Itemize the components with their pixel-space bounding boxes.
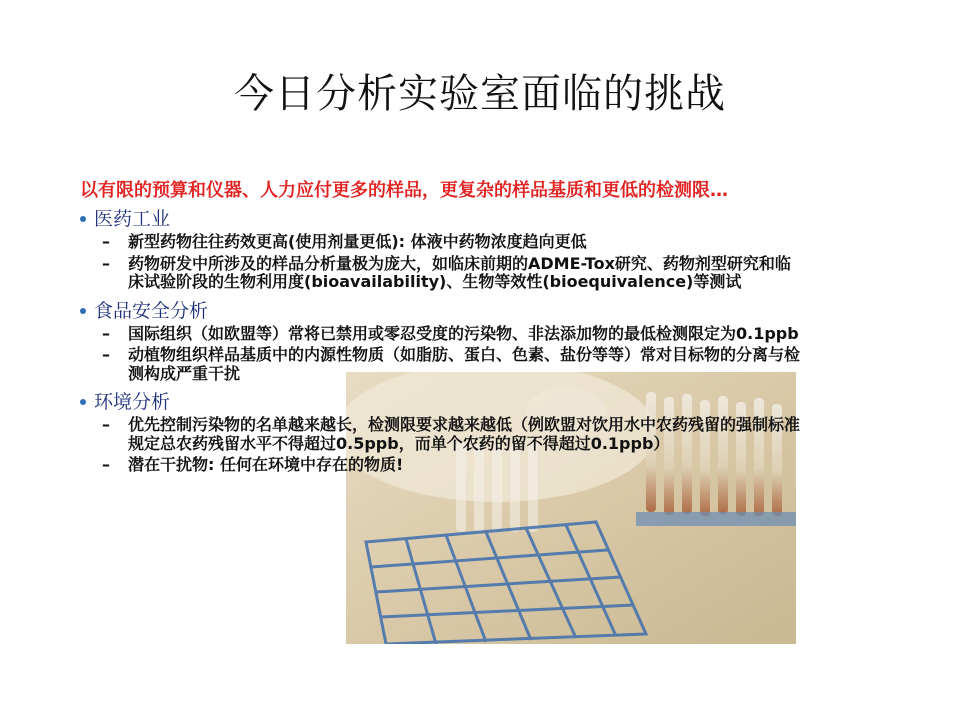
dash-icon: – — [102, 253, 110, 273]
list-item — [102, 233, 800, 252]
list-item-text: 药物研发中所涉及的样品分析量极为庞大，如临床前期的ADME-Tox研究、药物剂型研究和临床试验阶段的生物利用度(bioavailability)、生物等效性(bioequivalence)等测试 — [128, 253, 791, 291]
section-heading-text: 环境分析 — [94, 391, 171, 413]
dash-icon: – — [102, 232, 110, 251]
section-heading — [80, 390, 800, 414]
intro-text: 以有限的预算和仪器、人力应付更多的样品，更复杂的样品基质和更低的检测限… — [80, 180, 728, 201]
bullet-dot-icon — [80, 308, 86, 314]
section-pharma — [80, 207, 800, 292]
section-environment — [80, 390, 800, 475]
slide-content — [80, 180, 800, 482]
slide-title: 今日分析实验室面临的挑战 — [234, 71, 726, 117]
section-heading — [80, 299, 800, 323]
section-food-safety — [80, 299, 800, 384]
dash-icon: – — [102, 345, 110, 364]
section-heading-text: 食品安全分析 — [94, 299, 209, 322]
list-item — [102, 456, 800, 475]
list-item-text: 优先控制污染物的名单越来越长，检测限要求越来越低（例欧盟对饮用水中农药残留的强制标准规定总农药残留水平不得超过0.5ppb，而单个农药的留不得超过0.1ppb） — [128, 415, 801, 453]
list-item-text: 动植物组织样品基质中的内源性物质（如脂肪、蛋白、色素、盐份等等）常对目标物的分离与检测构成严重干扰 — [128, 345, 801, 383]
list-item — [102, 416, 800, 453]
list-item — [102, 325, 800, 344]
section-heading — [80, 207, 800, 231]
list-item-text: 国际组织（如欧盟等）常将已禁用或零忍受度的污染物、非法添加物的最低检测限定为0.1ppb — [128, 323, 799, 343]
dash-icon: – — [102, 455, 110, 474]
list-item-text: 新型药物往往药效更高(使用剂量更低): 体液中药物浓度趋向更低 — [128, 232, 587, 251]
list-item — [102, 255, 800, 292]
dash-icon: – — [102, 323, 110, 343]
bullet-dot-icon — [80, 399, 86, 405]
dash-icon: – — [102, 415, 110, 434]
list-item — [102, 346, 800, 383]
bullet-dot-icon — [80, 216, 86, 222]
list-item-text: 潜在干扰物: 任何在环境中存在的物质! — [128, 455, 404, 474]
section-heading-text: 医药工业 — [94, 208, 171, 230]
